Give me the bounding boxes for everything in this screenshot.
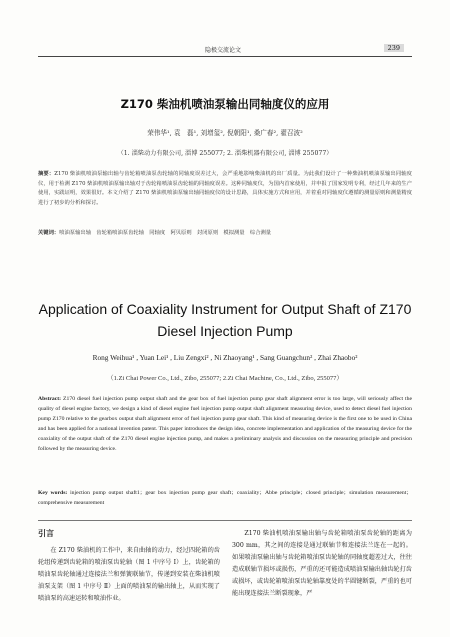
- chinese-abstract: [38, 170, 412, 208]
- intro-heading: 引言: [38, 529, 54, 538]
- journal-name: 隐极交流论文: [205, 47, 242, 54]
- english-title: [0, 298, 450, 342]
- chinese-authors: 荣伟华¹, 袁 磊¹, 刘增玺², 倪朝阳¹, 桑广春², 翟召波²: [147, 129, 303, 137]
- chinese-affiliation: （1. 淄柴动力有限公司, 淄博 255077; 2. 淄柴机器有限公司, 淄博 255077）: [117, 150, 333, 157]
- left-column-text: 在 Z170 柴油机的工作中，来自曲轴的动力，经过四轮箱的齿轮组传递到齿轮箱的喷油泵齿轮轴（图 1 中序号 Ⅰ）上，齿轮箱的喷油泵齿轮轴通过连接法兰和弹簧联轴节，传递到安装在柴油机喷油泵支架（图 1 中序号 Ⅱ）上面的喷油泵的输出轴上，从而实现了喷油泵的高速运转和喷油作业。: [38, 547, 220, 602]
- section-divider: [38, 520, 412, 521]
- left-column: [38, 528, 220, 605]
- chinese-abstract-label: 摘要：: [38, 171, 55, 177]
- english-abstract-text: Z170 diesel fuel injection pump output shaft and the gear box of fuel injection pump gear shaft alignment error is too large, will seriously affect the quality of diesel engine factory, we design a kind of diesel engine fuel injection pump output shaft alignment measuring device, used to detect diesel fuel injection pump Z170 relative to the gearbox output shaft alignment error of fuel injection pump gear shaft. This kind of measuring device is the first one to be used in China and has been applied for a national invention patent. This paper introduces the design idea, concrete implementation and application of the measuring device for the coaxiality of the output shaft of the Z170 diesel engine injection pump, and makes a preliminary analysis and discussion on the measuring principle and precision followed by the measuring device.: [38, 396, 413, 452]
- page-number: 239: [384, 44, 404, 52]
- right-column-text: Z170 柴油机喷油泵输出轴与齿轮箱喷油泵齿轮轴的距离为 300 mm，其之间的连接是通过联轴节和连接法兰连在一起的。如果喷油泵输出轴与齿轮箱喷油泵齿轮轴的同轴度超差过大，往往造成联轴节损坏或损伤，严重的还可能造成喷油泵输出轴齿轮打齿或损坏，或齿轮箱喷油泵齿轮轴靠度处的半圆键断裂，严重的也可能出现连接法兰断裂现象，严: [232, 530, 412, 597]
- chinese-keywords: [38, 229, 412, 239]
- english-affiliation: （1.Zi Chai Power Co., Ltd., Zibo, 255077; 2.Zi Chai Machine, Co., Ltd., Zibo, 255077）: [107, 375, 343, 382]
- chinese-title: Z170 柴油机喷油泵输出同轴度仪的应用: [120, 97, 330, 111]
- chinese-abstract-text: Z170 柴油机喷油泵输出轴与齿轮箱喷油泵齿轮轴的同轴度误差过大，会严重地影响柴油机的出厂质量。为此我们设计了一种柴油机喷油泵输出同轴度仪，用于检测 Z170 柴油机喷油泵输出轴对于齿轮箱喷油泵齿轮轴的同轴度误差。这种同轴度仪，为国内首家使用，并申报了国家发明专利，经过几年来的生产使用，实践证明，效果很好。本文介绍了 Z170 柴油机喷油泵输出轴同轴度仪的设计思路，具体实施方式和应用，并着重对同轴度仪遵循的测量原则和测量精度进行了初步的分析和探讨。: [38, 171, 412, 206]
- english-keywords-label: Key words:: [38, 490, 68, 496]
- english-keywords-text: injection pump output shaft1；gear box injection pump gear shaft；coaxiality；Abbe principle；closed principle；simulation measurement；comprehensive measurement: [38, 490, 413, 506]
- english-keywords: [38, 488, 412, 508]
- chinese-keywords-label: 关键词：: [38, 230, 60, 236]
- english-title-line2: Diesel Injection Pump: [157, 323, 293, 339]
- english-abstract-label: Abstract:: [38, 396, 62, 402]
- english-authors: Rong Weihua¹ , Yuan Lei¹ , Liu Zengxi² , Ni Zhaoyang¹ , Sang Guangchun² , Zhai Zhaobo²: [92, 353, 358, 362]
- chinese-keywords-text: 喷油泵输出轴 齿轮箱喷油泵齿轮轴 同轴度 阿贝原则 封闭原则 模拟测量 综合测量: [59, 230, 272, 236]
- english-abstract: [38, 394, 412, 454]
- right-column: [232, 528, 412, 600]
- english-title-line1: Application of Coaxiality Instrument for Output Shaft of Z170: [38, 301, 412, 317]
